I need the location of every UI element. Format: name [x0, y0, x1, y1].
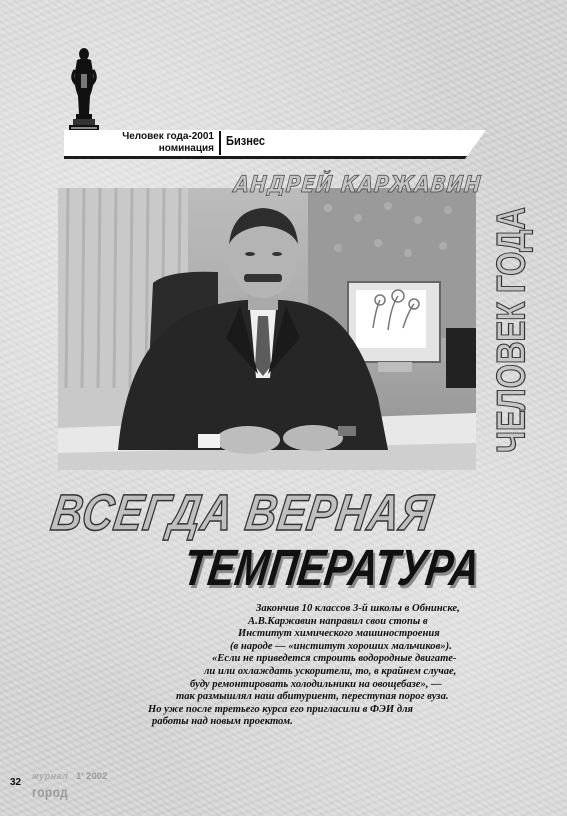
page-number: 32: [10, 777, 22, 788]
magazine-issue: 1' 2002: [76, 771, 108, 782]
body-line: А.В.Каржавин направил свои стопы в: [248, 615, 428, 627]
nomination-word: номинация: [158, 143, 214, 154]
vertical-title: [487, 180, 537, 480]
oscar-statuette-icon: [62, 44, 106, 144]
body-line: работы над новым проектом.: [152, 716, 293, 728]
body-line: ли или охлаждать ускорители, то, в крайнем случае,: [204, 666, 457, 677]
body-line: Но уже после третьего курса его пригласили в ФЭИ для: [148, 703, 413, 715]
nomination-divider: [219, 131, 221, 155]
body-line: Институт химического машиностроения: [238, 628, 440, 640]
body-line: буду ремонтировать холодильники на овощебазе», —: [190, 678, 442, 690]
nomination-label: [78, 131, 214, 155]
nomination-year: Человек года-2001: [122, 131, 214, 142]
nomination-category: Бизнес: [226, 133, 266, 148]
magazine-word: журнал: [32, 771, 69, 781]
headline-line-2: ТЕМПЕРАТУРА: [180, 539, 484, 596]
portrait-illustration: [58, 188, 476, 470]
body-line: Закончив 10 классов 3-й школы в Обнинске,: [256, 603, 460, 614]
portrait-photo: [58, 188, 476, 470]
body-line: так размышлял наш абитуриент, переступая порог вуза.: [176, 691, 449, 703]
headline-line-1: ВСЕГДА ВЕРНАЯ: [47, 484, 437, 541]
body-line: «Если не приведется строить водородные двигате-: [212, 653, 457, 665]
person-name: АНДРЕЙ КАРЖАВИН: [232, 172, 483, 198]
magazine-city: город: [32, 784, 69, 800]
body-line: (в народе — «институт хороших мальчиков»).: [230, 640, 452, 652]
magazine-logo: [32, 771, 124, 803]
vertical-title-text: ЧЕЛОВЕК ГОДА: [489, 207, 534, 453]
